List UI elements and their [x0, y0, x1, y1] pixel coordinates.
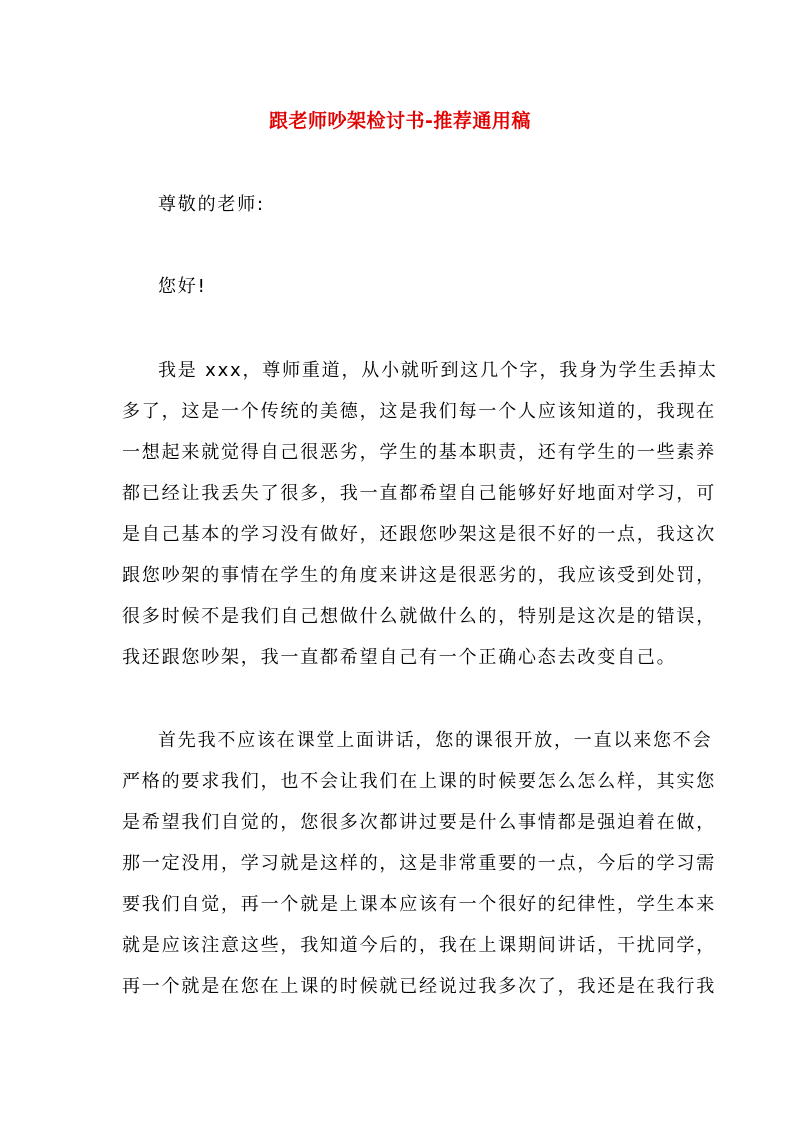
paragraph-line: 我是 xxx，尊师重道，从小就听到这几个字，我身为学生丢掉太 [158, 360, 718, 381]
paragraph-line: 很多时候不是我们自己想做什么就做什么的，特别是这次是的错误， [122, 606, 716, 627]
paragraph-line: 再一个就是在您在上课的时候就已经说过我多次了，我还是在我行我 [122, 976, 716, 997]
paragraph-line: 就是应该注意这些，我知道今后的，我在上课期间讲话，干扰同学， [122, 935, 716, 956]
paragraph-line: 是自己基本的学习没有做好，还跟您吵架这是很不好的一点，我这次 [122, 524, 716, 545]
paragraph-line: 都已经让我丢失了很多，我一直都希望自己能够好好地面对学习，可 [122, 483, 716, 504]
paragraph-line: 一想起来就觉得自己很恶劣，学生的基本职责，还有学生的一些素养 [122, 442, 716, 463]
paragraph-line: 要我们自觉，再一个就是上课本应该有一个很好的纪律性，学生本来 [122, 894, 716, 915]
paragraph-line: 严格的要求我们，也不会让我们在上课的时候要怎么怎么样，其实您 [122, 771, 716, 792]
paragraph-line: 首先我不应该在课堂上面讲话，您的课很开放，一直以来您不会 [158, 730, 713, 751]
salutation: 尊敬的老师: [158, 194, 265, 215]
paragraph-line: 是希望我们自觉的，您很多次都讲过要是什么事情都是强迫着在做， [122, 812, 716, 833]
paragraph-line: 我还跟您吵架，我一直都希望自己有一个正确心态去改变自己。 [122, 647, 677, 668]
paragraph-line: 跟您吵架的事情在学生的角度来讲这是很恶劣的，我应该受到处罚， [122, 565, 716, 586]
paragraph-line: 那一定没用，学习就是这样的，这是非常重要的一点，今后的学习需 [122, 853, 716, 874]
greeting: 您好! [158, 276, 207, 297]
document-title: 跟老师吵架检讨书-推荐通用稿 [269, 110, 531, 132]
paragraph-line: 多了，这是一个传统的美德，这是我们每一个人应该知道的，我现在 [122, 401, 716, 422]
